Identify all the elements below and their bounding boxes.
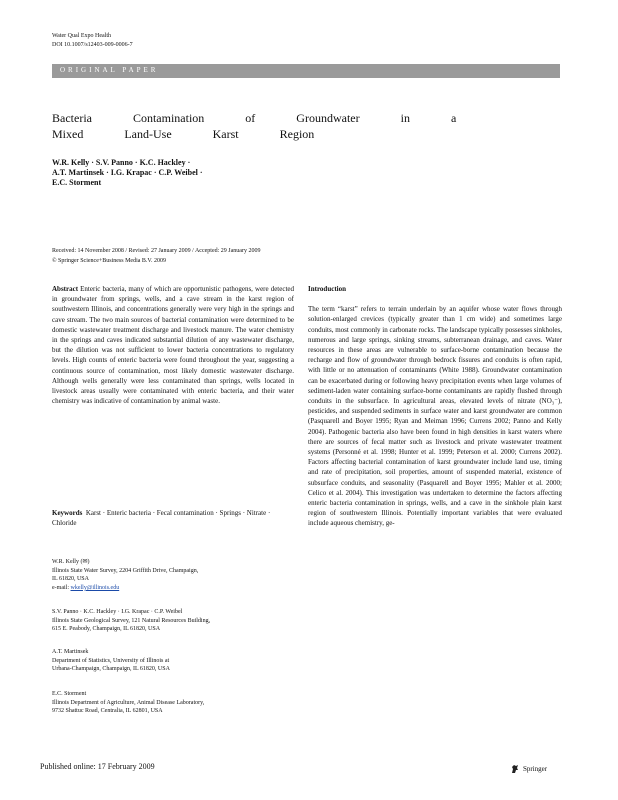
affiliation bbox=[52, 608, 294, 634]
publisher-name: Springer bbox=[523, 765, 548, 773]
published-date: Published online: 17 February 2009 bbox=[40, 762, 155, 771]
affiliation-name: E.C. Storment bbox=[52, 691, 87, 697]
abstract-label: Abstract bbox=[52, 285, 79, 293]
introduction bbox=[308, 284, 562, 529]
keywords-label: Keywords bbox=[52, 509, 83, 517]
abstract bbox=[52, 284, 294, 406]
affiliation-name: W.R. Kelly (✉) bbox=[52, 559, 90, 565]
affiliation-line: Illinois State Geological Survey, 121 Natural Resources Building, bbox=[52, 617, 211, 624]
affiliation-name: A.T. Martinsek bbox=[52, 649, 89, 655]
introduction-heading: Introduction bbox=[308, 285, 346, 293]
article-dates bbox=[52, 246, 260, 266]
affiliation-line: Illinois Department of Agriculture, Animal Disease Laboratory, bbox=[52, 699, 205, 706]
introduction-text: The term “karst” refers to terrain underlain by an aquifer whose water flows through solution-enlarged crevices (typically greater than 1 cm wide) and sometimes large conduits, most commonly in carbonate rocks. The landscape typically possesses sinkholes, numerous and large springs, sinking streams, subterranean drainage, and caves. Water resources in these areas are vulnerable to surface-borne contamination because the recharge and flow of groundwater through bedrock fissures and conduits is often rapid, with little or no attenuation of contaminants (White 1988). Groundwater contamination can be exacerbated during or following heavy precipitation events when large volumes of sediment-laden water containing surface-borne contaminants are rapidly flushed through conduits in the subsurface. In agricultural areas, elevated levels of nitrate (NO₃⁻), pesticides, and suspended sediments in surface water and karst groundwater are common (Pasquarell and Boyer 1995; Ryan and Meiman 1996; Currens 2002; Panno and Kelly 2004). Pathogenic bacteria also have been found in high densities in karst waters where there are sources of fecal matter such as livestock and private wastewater treatment systems (Personné et al. 1998; Hunter et al. 1999; Peterson et al. 2000; Currens 2002). Factors affecting bacterial contamination of karst groundwater include land use, timing and rate of precipitation, soil properties, amount of suspended material, existence of subsurface conduits, and seasonality (Pasquarell and Boyer 1995; Mahler et al. 2000; Celico et al. 2004). This investigation was undertaken to determine the factors affecting enteric bacteria contamination in springs, wells, and a cave in the sinkhole plain karst region of southwestern Illinois. Potentially important variables that were evaluated include aqueous chemistry, ge- bbox=[308, 305, 562, 528]
affiliation-line: 9732 Shattuc Road, Centralia, IL 62801, USA bbox=[52, 708, 163, 715]
article-title: Bacteria Contamination of Groundwater in a Mixed Land-Use Karst Region bbox=[52, 111, 457, 141]
author-line: W.R. Kelly · S.V. Panno · K.C. Hackley · bbox=[52, 158, 191, 167]
author-list bbox=[52, 158, 203, 188]
affiliation bbox=[52, 648, 294, 674]
affiliation-line: Urbana-Champaign, Champaign, IL 61820, USA bbox=[52, 666, 170, 673]
publisher-logo bbox=[510, 764, 547, 774]
email-label: e-mail: bbox=[52, 584, 69, 591]
doi: DOI 10.1007/s12403-009-0006-7 bbox=[52, 42, 133, 48]
article-type-banner bbox=[52, 64, 560, 78]
article-type-label: ORIGINAL PAPER bbox=[60, 66, 159, 74]
affiliation-name: S.V. Panno · K.C. Hackley · I.G. Krapac · C.P. Weibel bbox=[52, 609, 183, 615]
email-row bbox=[52, 584, 294, 593]
copyright: © Springer Science+Business Media B.V. 2009 bbox=[52, 258, 166, 264]
affiliation-line: IL 61820, USA bbox=[52, 576, 89, 583]
springer-horse-icon bbox=[510, 764, 520, 774]
received-dates: Received: 14 November 2008 / Revised: 27 January 2009 / Accepted: 29 January 2009 bbox=[52, 248, 261, 254]
journal-name: Water Qual Expo Health bbox=[52, 33, 111, 39]
affiliation bbox=[52, 690, 294, 716]
email-link[interactable]: wkelly@illinois.edu bbox=[70, 584, 120, 591]
author-line: E.C. Storment bbox=[52, 178, 102, 187]
affiliation-line: 615 E. Peabody, Champaign, IL 61820, USA bbox=[52, 626, 161, 633]
affiliation-line: Department of Statistics, University of Illinois at bbox=[52, 657, 170, 664]
keywords bbox=[52, 508, 294, 528]
affiliation bbox=[52, 558, 294, 592]
abstract-text: Enteric bacteria, many of which are opportunistic pathogens, were detected in groundwater from springs, wells, and a cave stream in the karst region of southwestern Illinois, and concentrations generally were very high in the springs and cave stream. The two main sources of bacterial contamination were determined to be domestic wastewater treatment discharge and livestock manure. The water chemistry in the springs and caves indicated substantial dilution of any wastewater discharge, but the dilution was not sufficient to lower bacteria concentrations to regulatory levels. High counts of enteric bacteria were found throughout the year, suggesting a continuous source of contamination, most likely domestic wastewater discharge. Although wells generally were less contaminated than springs, wells located in livestock areas usually were contaminated with enteric bacteria, and their water chemistry was indicative of contamination by animal waste. bbox=[52, 285, 295, 406]
keywords-text: Karst · Enteric bacteria · Fecal contamination · Springs · Nitrate · Chloride bbox=[52, 509, 271, 527]
affiliation-line: Illinois State Water Survey, 2204 Griffith Drive, Champaign, bbox=[52, 567, 199, 574]
author-line: A.T. Martinsek · I.G. Krapac · C.P. Weibel · bbox=[52, 168, 203, 177]
